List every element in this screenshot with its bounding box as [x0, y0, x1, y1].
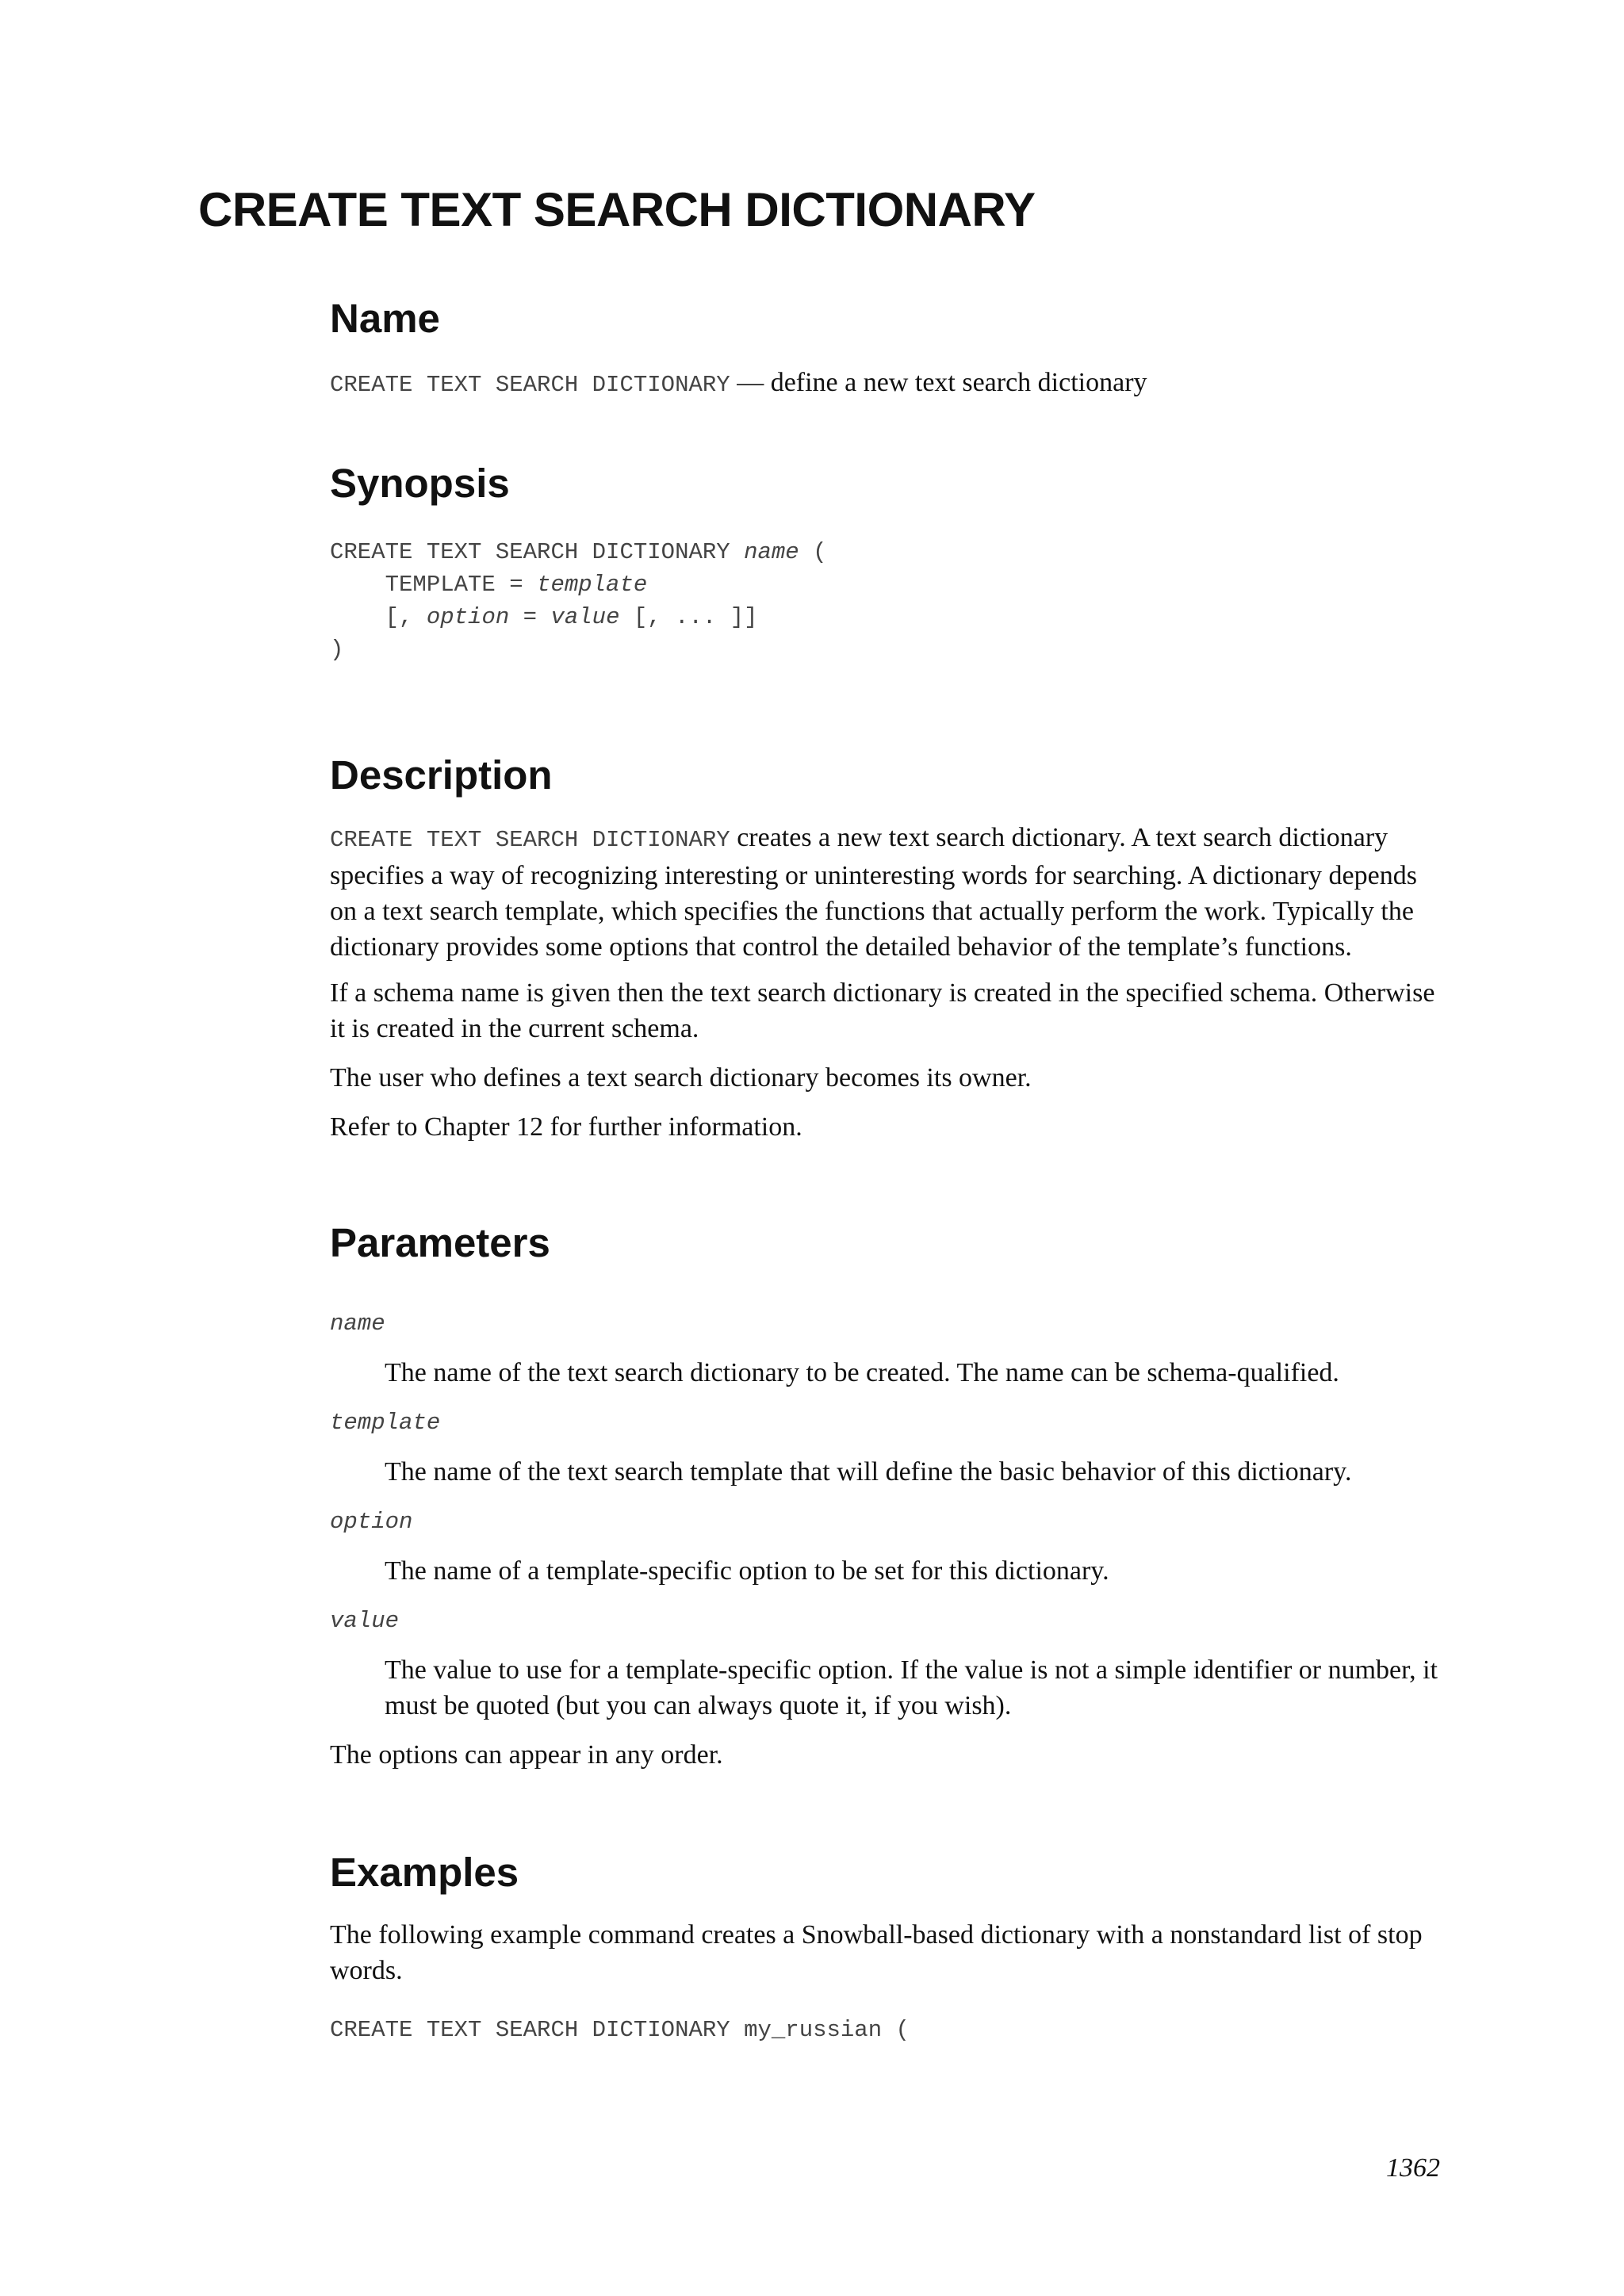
description-paragraph-1: CREATE TEXT SEARCH DICTIONARY creates a new text search dictionary. A text search dictionary specifies a way of recognizing interesting or uninteresting words for searching. A dictionary depends on a text search template, which specifies the functions that actually perform the work. Typically the dictionary provides some options that control the detailed behavior of the template’s functions. [330, 823, 1417, 962]
synopsis-line-1: CREATE TEXT SEARCH DICTIONARY name ( [330, 539, 827, 565]
parameter-term-value: value [330, 1608, 400, 1634]
section-heading-synopsis: Synopsis [330, 461, 510, 506]
parameter-definition-value: The value to use for a template-specific option. If the value is not a simple identifier or number, it must be quoted (but you can always quote it, if you wish). [385, 1655, 1438, 1720]
name-line [330, 365, 1440, 403]
synopsis-line-3: [, option = value [, ... ]] [330, 604, 758, 630]
parameter-definition-name: The name of the text search dictionary to be created. The name can be schema-qualified. [385, 1358, 1339, 1387]
parameters-note: The options can appear in any order. [330, 1740, 723, 1770]
description-paragraph-2: If a schema name is given then the text search dictionary is created in the specified schema. Otherwise it is created in the current schema. [330, 978, 1435, 1043]
section-heading-parameters: Parameters [330, 1220, 550, 1265]
description-paragraph-3: The user who defines a text search dictionary becomes its owner. [330, 1063, 1032, 1093]
command-name: CREATE TEXT SEARCH DICTIONARY [330, 372, 730, 398]
command-summary: — define a new text search dictionary [737, 368, 1147, 397]
synopsis-line-2: TEMPLATE = template [330, 572, 648, 598]
synopsis-code [330, 536, 827, 666]
section-heading-examples: Examples [330, 1850, 519, 1895]
section-heading-description: Description [330, 752, 553, 798]
parameter-definition-option: The name of a template-specific option to be set for this dictionary. [385, 1556, 1109, 1586]
parameter-term-option: option [330, 1509, 413, 1535]
page-number: 1362 [1386, 2153, 1440, 2183]
description-paragraph-4: Refer to Chapter 12 for further information. [330, 1112, 802, 1142]
parameter-term-name: name [330, 1311, 385, 1337]
parameter-definition-template: The name of the text search template that will define the basic behavior of this dictionary. [385, 1457, 1352, 1487]
parameter-term-template: template [330, 1410, 441, 1436]
example-code-line: CREATE TEXT SEARCH DICTIONARY my_russian ( [330, 2017, 910, 2043]
examples-intro: The following example command creates a Snowball-based dictionary with a nonstandard list of stop words. [330, 1920, 1423, 1985]
synopsis-line-4: ) [330, 637, 344, 663]
section-heading-name: Name [330, 296, 440, 341]
page-title: CREATE TEXT SEARCH DICTIONARY [198, 183, 1036, 236]
